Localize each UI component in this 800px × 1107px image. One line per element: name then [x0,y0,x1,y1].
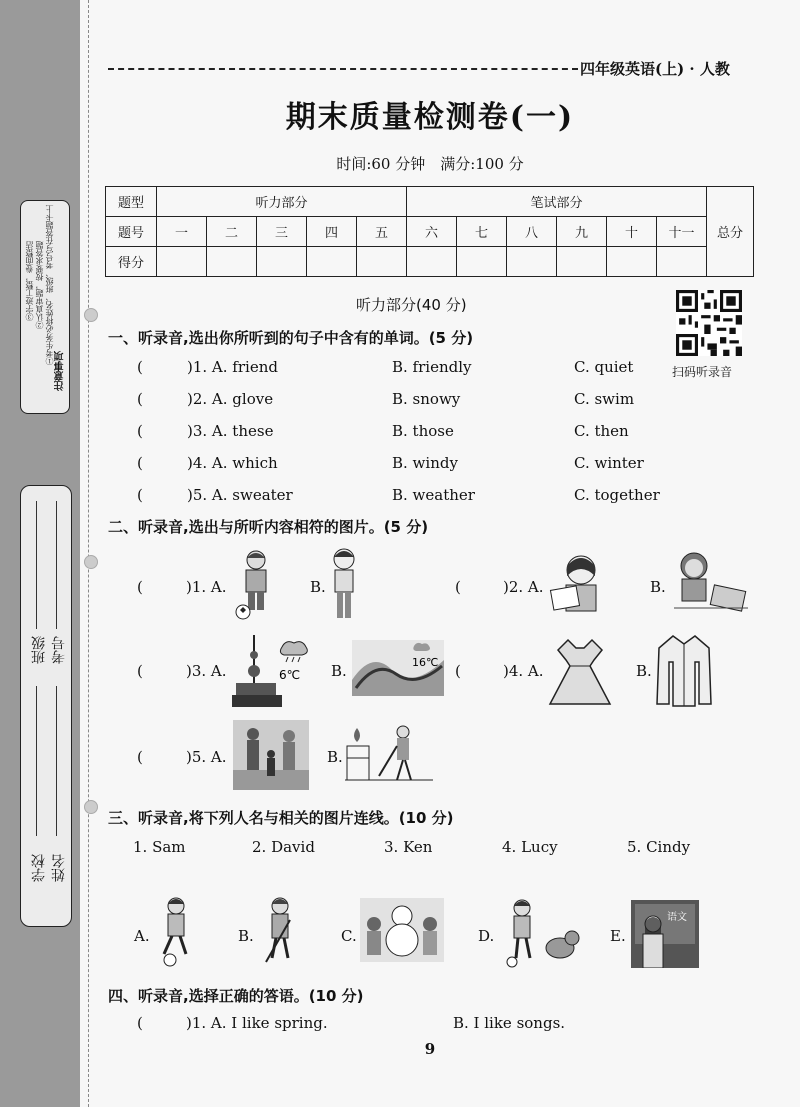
score-cell[interactable] [307,247,357,277]
header-dash-line [108,68,578,70]
section-4-heading: 四、听录音,选择正确的答语。(10 分) [108,987,364,1005]
option-a: )1. A. I like spring. [186,1014,328,1032]
answer-blank[interactable]: ( [455,578,461,596]
score-cell[interactable] [357,247,407,277]
picture-letter: C. [341,927,357,945]
q2-a-label: )2. A. [503,578,544,596]
score-table [105,186,754,277]
row-label: 得分 [106,247,157,277]
row-label: 题号 [106,217,157,247]
family-walking-picture[interactable] [233,720,309,790]
boy-dog-picture[interactable] [500,898,582,968]
option-b: B. those [392,422,454,440]
score-cell[interactable] [657,247,707,277]
exam-number-label: 考号 [51,636,67,664]
page-title: 期末质量检测卷(一) [285,100,575,135]
q5-a-label: )5. A. [186,748,227,766]
answer-blank[interactable]: ( [137,578,143,596]
binding-hole [84,308,98,322]
option-c: C. together [574,486,660,504]
boy-soccer-picture[interactable] [234,548,276,622]
notes-box [20,200,70,414]
score-cell[interactable] [257,247,307,277]
q5-b-label: B. [327,748,343,766]
answer-blank[interactable]: ( [137,662,143,680]
picture-letter: E. [610,927,626,945]
picture-letter: A. [134,927,150,945]
name-item: 2. David [252,838,315,856]
binding-hole [84,800,98,814]
q4-b-label: B. [636,662,652,680]
question-col: 十一 [657,217,707,247]
answer-blank[interactable]: ( [455,662,461,680]
option-a: )4. A. which [187,454,278,472]
exam-number-line[interactable] [56,686,57,836]
listening-title: 听力部分(40 分) [356,296,467,314]
question-col: 三 [257,217,307,247]
question-col: 十 [607,217,657,247]
series-label: 四年级英语(上) · 人教 [580,60,730,78]
school-line[interactable] [36,501,37,629]
q1-b-label: B. [310,578,326,596]
answer-blank[interactable]: ( [137,358,143,376]
question-col: 一 [157,217,207,247]
man-sweeping-picture[interactable] [345,724,435,784]
q2-b-label: B. [650,578,666,596]
question-col: 八 [507,217,557,247]
option-b: B. snowy [392,390,461,408]
answer-blank[interactable]: ( [137,454,143,472]
section-1-heading: 一、听录音,选出你所听到的句子中含有的单词。(5 分) [108,329,474,347]
option-c: C. then [574,422,629,440]
note-item: ②认真审题，按要求答题 [35,241,44,329]
question-col: 二 [207,217,257,247]
boy-sweeping-picture[interactable] [258,896,304,968]
option-a: )1. A. friend [187,358,278,376]
question-col: 五 [357,217,407,247]
jacket-picture[interactable] [655,632,713,708]
temperature-label: 6℃ [279,668,301,682]
name-item: 1. Sam [133,838,186,856]
great-wall-picture[interactable] [352,640,444,696]
class-line[interactable] [36,686,37,836]
time-info: 时间:60 分钟 满分:100 分 [336,155,524,173]
answer-blank[interactable]: ( [137,1014,143,1032]
section-2-heading: 二、听录音,选出与所听内容相符的图片。(5 分) [108,518,429,536]
q3-a-label: )3. A. [186,662,227,680]
board-text: 语文 [667,912,687,923]
student-info-box [20,485,72,927]
listening-header: 听力部分 [157,187,407,217]
class-label: 班级 [31,636,47,664]
kids-snowman-picture[interactable] [360,898,444,962]
name-item: 5. Cindy [627,838,691,856]
notes-title: 注意事项 [55,351,66,391]
dress-picture[interactable] [548,638,612,706]
name-item: 3. Ken [384,838,433,856]
girl-reading-picture[interactable] [548,552,612,618]
question-col: 九 [557,217,607,247]
city-tower-picture[interactable] [232,635,316,707]
girl-soccer-picture[interactable] [152,896,204,968]
question-col: 七 [457,217,507,247]
answer-blank[interactable]: ( [137,422,143,440]
option-b: B. weather [392,486,475,504]
page-number: 9 [424,1040,436,1058]
answer-blank[interactable]: ( [137,748,143,766]
boy-drawing-picture[interactable] [672,548,750,614]
option-a: )2. A. glove [187,390,274,408]
option-c: C. quiet [574,358,634,376]
teacher-blackboard-picture[interactable] [631,900,699,968]
qr-code-icon[interactable] [676,290,742,356]
q1-a-label: )1. A. [186,578,227,596]
score-cell[interactable] [407,247,457,277]
name-item: 4. Lucy [502,838,558,856]
picture-letter: B. [238,927,254,945]
answer-blank[interactable]: ( [137,486,143,504]
school-label: 学校 [31,854,47,882]
temperature-label: 16℃ [412,656,439,669]
q4-a-label: )4. A. [503,662,544,680]
option-a: )3. A. these [187,422,274,440]
option-c: C. winter [574,454,644,472]
section-3-heading: 三、听录音,将下列人名与相关的图片连线。(10 分) [108,809,454,827]
option-b: B. I like songs. [453,1014,566,1032]
option-c: C. swim [574,390,635,408]
score-cell[interactable] [607,247,657,277]
name-line[interactable] [56,501,57,629]
qr-label: 扫码听录音 [672,365,733,379]
written-header: 笔试部分 [407,187,707,217]
picture-letter: D. [478,927,495,945]
option-a: )5. A. sweater [187,486,293,504]
binding-hole [84,555,98,569]
note-item: ①考生务必将姓名、班级、考号写在答题卡上 [45,205,54,365]
score-cell[interactable] [507,247,557,277]
score-cell[interactable] [557,247,607,277]
answer-blank[interactable]: ( [137,390,143,408]
note-item: ③字迹工整，卷面整洁 [25,241,34,321]
question-col: 六 [407,217,457,247]
name-label: 姓名 [51,854,67,882]
score-cell[interactable] [457,247,507,277]
option-b: B. friendly [392,358,472,376]
option-b: B. windy [392,454,458,472]
score-cell[interactable] [157,247,207,277]
question-col: 四 [307,217,357,247]
score-cell[interactable] [207,247,257,277]
boy-standing-picture[interactable] [328,545,360,623]
total-header: 总分 [707,187,754,277]
q3-b-label: B. [331,662,347,680]
row-label: 题型 [106,187,157,217]
